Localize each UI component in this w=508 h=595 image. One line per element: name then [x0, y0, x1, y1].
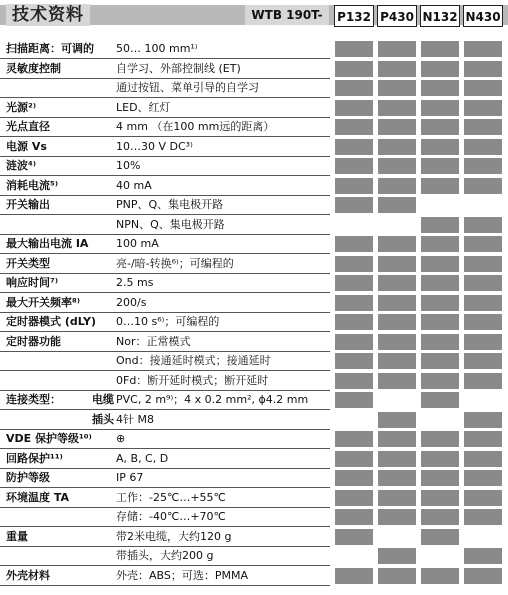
applicable-cell: [377, 235, 417, 253]
row-value: 存储：-40℃…+70℃: [116, 510, 226, 523]
applicable-cell: [420, 99, 460, 117]
row-value: 亮-/暗-转换⁶⁾；可编程的: [116, 256, 234, 270]
row-label: 最大输出电流 IA: [6, 237, 89, 250]
applicable-cell: [377, 352, 417, 370]
applicable-cell: [377, 333, 417, 351]
table-row: [0, 352, 508, 370]
applicable-cell: [420, 274, 460, 292]
applicable-cell: [420, 177, 460, 195]
row-divider: [0, 585, 330, 586]
empty-cell: [334, 411, 374, 429]
applicable-cell: [334, 60, 374, 78]
row-label: 光源²⁾: [6, 100, 36, 114]
table-row: [0, 196, 508, 214]
row-label: 定时器模式 (dLY): [6, 315, 97, 328]
applicable-cell: [377, 60, 417, 78]
applicable-cell: [334, 255, 374, 273]
applicable-cell: [420, 430, 460, 448]
table-row: [0, 411, 508, 429]
applicable-cell: [463, 333, 503, 351]
row-value: IP 67: [116, 471, 144, 484]
row-value: 0Fd：断开延时模式；断开延时: [116, 373, 269, 387]
applicable-cell: [334, 430, 374, 448]
empty-cell: [463, 196, 503, 214]
applicable-cell: [420, 313, 460, 331]
table-row: [0, 391, 508, 409]
applicable-cell: [377, 294, 417, 312]
row-label: 开关输出: [6, 198, 50, 211]
row-value: 2.5 ms: [116, 276, 154, 289]
row-label: 连接类型：: [6, 393, 61, 406]
applicable-cell: [334, 567, 374, 585]
applicable-cell: [377, 489, 417, 507]
empty-cell: [377, 391, 417, 409]
applicable-cell: [334, 177, 374, 195]
empty-cell: [334, 547, 374, 565]
table-row: [0, 157, 508, 175]
row-label: 灵敏度控制: [6, 61, 61, 75]
applicable-cell: [463, 255, 503, 273]
applicable-cell: [420, 60, 460, 78]
table-row: [0, 372, 508, 390]
row-sublabel: 插头: [92, 412, 114, 426]
table-row: [0, 547, 508, 565]
applicable-cell: [377, 508, 417, 526]
row-value: 4针 M8: [116, 412, 154, 426]
applicable-cell: [463, 430, 503, 448]
applicable-cell: [420, 79, 460, 97]
row-value: 50… 100 mm¹⁾: [116, 42, 198, 55]
row-label: 开关类型: [6, 256, 50, 270]
table-row: [0, 177, 508, 195]
table-row: [0, 118, 508, 136]
applicable-cell: [463, 118, 503, 136]
applicable-cell: [420, 157, 460, 175]
applicable-cell: [334, 450, 374, 468]
applicable-cell: [420, 333, 460, 351]
row-value: 100 mA: [116, 237, 159, 250]
row-label: 防护等级: [6, 471, 50, 484]
table-row: [0, 450, 508, 468]
applicable-cell: [377, 372, 417, 390]
applicable-cell: [334, 274, 374, 292]
table-row: [0, 138, 508, 156]
applicable-cell: [334, 469, 374, 487]
applicable-cell: [334, 138, 374, 156]
row-value: 自学习、外部控制线 (ET): [116, 61, 241, 75]
applicable-cell: [463, 567, 503, 585]
applicable-cell: [420, 138, 460, 156]
applicable-cell: [463, 216, 503, 234]
row-label: VDE 保护等级¹⁰⁾: [6, 432, 92, 445]
table-row: [0, 313, 508, 331]
applicable-cell: [463, 547, 503, 565]
applicable-cell: [334, 333, 374, 351]
row-label: 电源 Vs: [6, 139, 47, 153]
variant-p430: P430: [377, 5, 417, 27]
table-row: [0, 333, 508, 351]
table-row: [0, 528, 508, 546]
applicable-cell: [420, 216, 460, 234]
empty-cell: [377, 528, 417, 546]
applicable-cell: [463, 411, 503, 429]
row-value: 0…10 s⁶⁾；可编程的: [116, 315, 220, 328]
applicable-cell: [463, 235, 503, 253]
table-row: [0, 489, 508, 507]
applicable-cell: [463, 469, 503, 487]
applicable-cell: [463, 294, 503, 312]
row-label: 涟波⁴⁾: [6, 159, 36, 172]
applicable-cell: [463, 60, 503, 78]
row-value: 10%: [116, 159, 141, 172]
applicable-cell: [377, 177, 417, 195]
applicable-cell: [463, 372, 503, 390]
applicable-cell: [377, 79, 417, 97]
row-value: LED、红灯: [116, 100, 171, 114]
row-value: A, B, C, D: [116, 451, 169, 465]
row-value: 带2米电缆，大约120 g: [116, 529, 232, 543]
applicable-cell: [334, 118, 374, 136]
applicable-cell: [377, 411, 417, 429]
variant-p132: P132: [334, 5, 374, 27]
applicable-cell: [463, 40, 503, 58]
table-row: [0, 79, 508, 97]
row-value: PNP、Q、集电极开路: [116, 198, 224, 211]
applicable-cell: [334, 40, 374, 58]
table-row: [0, 216, 508, 234]
applicable-cell: [334, 294, 374, 312]
applicable-cell: [420, 469, 460, 487]
applicable-cell: [377, 99, 417, 117]
row-label: 响应时间⁷⁾: [6, 276, 58, 289]
variant-n430: N430: [463, 5, 503, 27]
applicable-cell: [377, 430, 417, 448]
applicable-cell: [334, 196, 374, 214]
applicable-cell: [334, 489, 374, 507]
applicable-cell: [377, 547, 417, 565]
empty-cell: [334, 216, 374, 234]
applicable-cell: [463, 99, 503, 117]
applicable-cell: [377, 567, 417, 585]
row-value: ⊕: [116, 432, 126, 445]
row-value: 200/s: [116, 295, 147, 309]
row-label: 最大开关频率⁸⁾: [6, 295, 80, 309]
table-row: [0, 469, 508, 487]
applicable-cell: [420, 118, 460, 136]
table-row: [0, 567, 508, 585]
applicable-cell: [334, 313, 374, 331]
applicable-cell: [420, 391, 460, 409]
applicable-cell: [420, 567, 460, 585]
row-label: 消耗电流⁵⁾: [6, 178, 58, 192]
spec-header: [0, 0, 508, 30]
row-value: 带插头，大约200 g: [116, 549, 214, 562]
row-label: 重量: [6, 529, 28, 543]
row-value: NPN、Q、集电极开路: [116, 217, 225, 231]
row-label: 回路保护¹¹⁾: [6, 451, 63, 465]
row-value: 10…30 V DC³⁾: [116, 139, 193, 153]
applicable-cell: [334, 99, 374, 117]
applicable-cell: [420, 40, 460, 58]
row-label: 环境温度 TA: [6, 490, 69, 504]
applicable-cell: [334, 372, 374, 390]
applicable-cell: [377, 450, 417, 468]
applicable-cell: [377, 40, 417, 58]
applicable-cell: [420, 508, 460, 526]
applicable-cell: [377, 118, 417, 136]
applicable-cell: [377, 196, 417, 214]
row-value: 工作：-25℃…+55℃: [116, 490, 226, 504]
empty-cell: [420, 411, 460, 429]
table-row: [0, 99, 508, 117]
applicable-cell: [334, 391, 374, 409]
applicable-cell: [334, 157, 374, 175]
applicable-cell: [420, 235, 460, 253]
empty-cell: [463, 391, 503, 409]
row-label: 光点直径: [6, 120, 50, 133]
applicable-cell: [334, 79, 374, 97]
applicable-cell: [463, 177, 503, 195]
applicable-cell: [334, 235, 374, 253]
applicable-cell: [463, 274, 503, 292]
applicable-cell: [420, 528, 460, 546]
applicable-cell: [463, 313, 503, 331]
applicable-cell: [420, 255, 460, 273]
applicable-cell: [420, 372, 460, 390]
applicable-cell: [377, 255, 417, 273]
row-value: Nor：正常模式: [116, 334, 191, 348]
applicable-cell: [463, 79, 503, 97]
applicable-cell: [463, 157, 503, 175]
empty-cell: [420, 196, 460, 214]
row-value: 通过按钮、菜单引导的自学习: [116, 81, 259, 94]
variant-n132: N132: [420, 5, 460, 27]
page-title: 技术资料: [6, 4, 90, 26]
applicable-cell: [334, 528, 374, 546]
applicable-cell: [420, 450, 460, 468]
row-value: 4 mm （在100 mm远的距离）: [116, 120, 275, 133]
empty-cell: [420, 547, 460, 565]
applicable-cell: [463, 352, 503, 370]
table-row: [0, 508, 508, 526]
applicable-cell: [377, 157, 417, 175]
applicable-cell: [463, 489, 503, 507]
applicable-cell: [463, 138, 503, 156]
row-sublabel: 电缆: [92, 393, 114, 406]
table-row: [0, 255, 508, 273]
table-row: [0, 294, 508, 312]
applicable-cell: [377, 313, 417, 331]
row-label: 扫描距离：可调的: [6, 42, 94, 55]
row-label: 外壳材料: [6, 568, 50, 582]
row-value: PVC, 2 m⁹⁾；4 x 0.2 mm², ɸ4.2 mm: [116, 393, 309, 406]
applicable-cell: [420, 489, 460, 507]
empty-cell: [463, 528, 503, 546]
row-value: Ond：接通延时模式；接通延时: [116, 354, 271, 367]
table-row: [0, 60, 508, 78]
applicable-cell: [377, 138, 417, 156]
applicable-cell: [377, 274, 417, 292]
applicable-cell: [420, 294, 460, 312]
applicable-cell: [377, 469, 417, 487]
applicable-cell: [334, 352, 374, 370]
model-label: WTB 190T-: [245, 5, 329, 25]
table-row: [0, 40, 508, 58]
empty-cell: [377, 216, 417, 234]
row-value: 40 mA: [116, 178, 152, 192]
row-value: 外壳：ABS；可选：PMMA: [116, 568, 248, 582]
row-label: 定时器功能: [6, 334, 61, 348]
table-row: [0, 274, 508, 292]
table-row: [0, 235, 508, 253]
applicable-cell: [420, 352, 460, 370]
applicable-cell: [463, 450, 503, 468]
applicable-cell: [463, 508, 503, 526]
applicable-cell: [334, 508, 374, 526]
table-row: [0, 430, 508, 448]
